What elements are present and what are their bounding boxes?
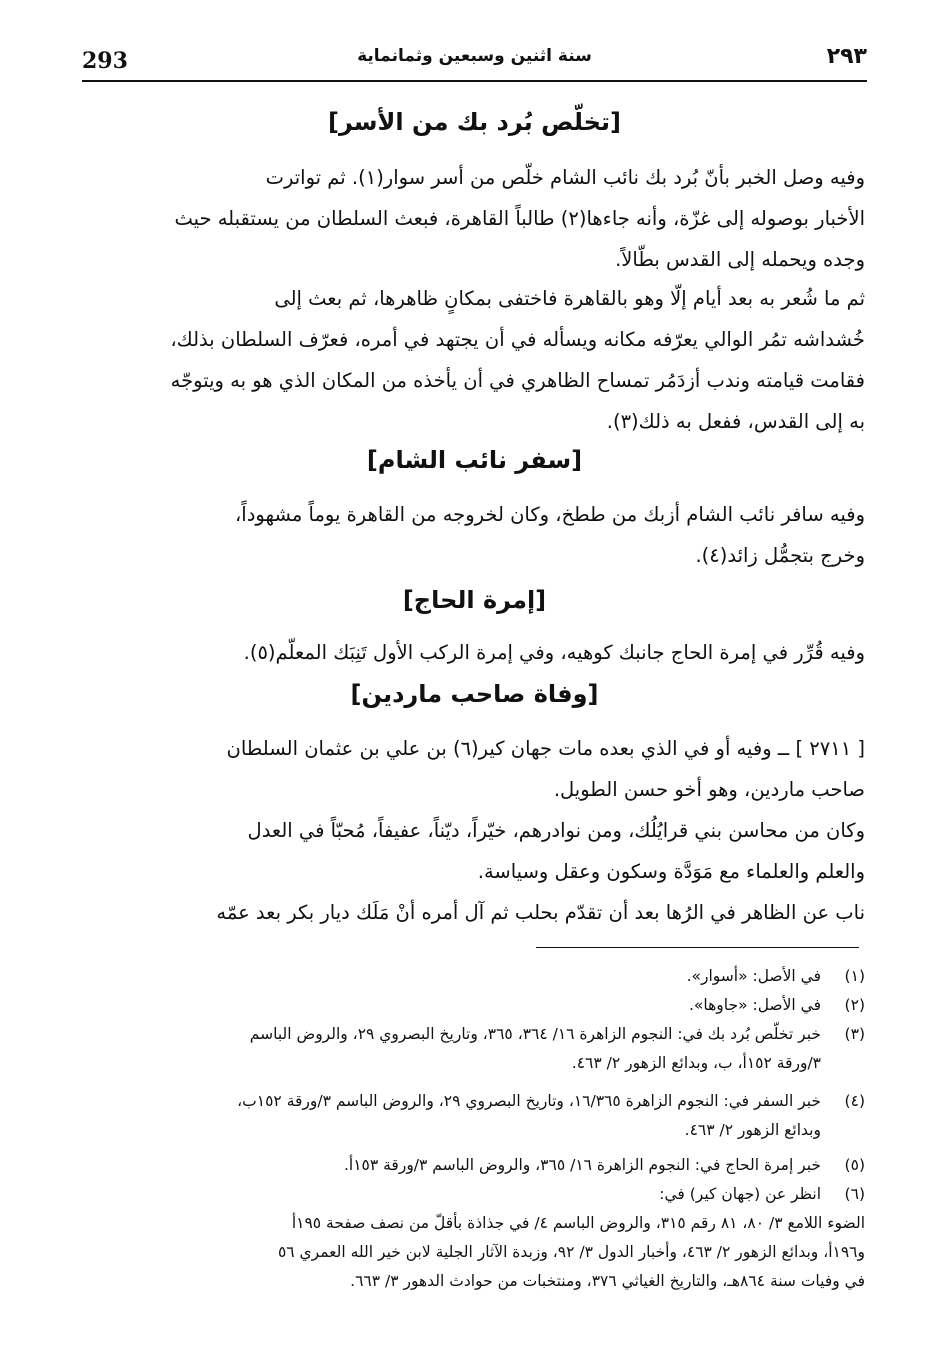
footnote xyxy=(80,1087,865,1145)
footnote-number: (١) xyxy=(844,967,865,985)
text-line: وفيه قُرِّر في إمرة الحاج جانبك كوهيه، وفي إمرة الركب الأول تَنِبَك المعلّم(٥). xyxy=(243,641,865,664)
text-line: ناب عن الظاهر في الرُها بعد أن تقدّم بحلب ثم آل أمره أنْ مَلَك ديار بكر بعد عمّه xyxy=(216,901,865,924)
footnote-number: (٣) xyxy=(844,1025,865,1043)
footnote-text: في وفيات سنة ٨٦٤هـ، والتاريخ الغياثي ٣٧٦، ومنتخبات من حوادث الدهور ٣/ ٦٦٣. xyxy=(350,1272,865,1290)
header-rule xyxy=(82,80,867,82)
footnote-text: انظر عن (جهان كير) في: xyxy=(659,1185,821,1203)
running-title: سنة اثنين وسبعين وثمانماية xyxy=(357,46,592,66)
text-line: [ ٢٧١١ ] ــ وفيه أو في الذي بعده مات جهان كير(٦) بن علي بن عثمان السلطان xyxy=(226,737,865,760)
text-line: وجده ويحمله إلى القدس بطّالاً. xyxy=(615,248,865,271)
text-line: به إلى القدس، ففعل به ذلك(٣). xyxy=(606,410,865,433)
footnote-number: (٢) xyxy=(844,996,865,1014)
section-heading: [تخلّص بُرد بك من الأسر] xyxy=(328,108,621,136)
text-line: وخرج بتجمُّل زائد(٤). xyxy=(695,544,865,567)
text-line: فقامت قيامته وندب أزدَمُر تمساح الظاهري في أن يأخذه من المكان الذي هو به ويتوجّه xyxy=(170,369,865,392)
page-number-arabic: ٢٩٣ xyxy=(826,44,867,69)
paragraph xyxy=(85,632,865,673)
footnote xyxy=(80,1151,865,1180)
paragraph xyxy=(85,892,865,933)
footnote-text: الضوء اللامع ٣/ ٨٠، ٨١ رقم ٣١٥، والروض الباسم ٤/ في جذاذة بأقلّ من نصف صفحة ١٩٥أ xyxy=(291,1214,865,1232)
paragraph xyxy=(85,278,865,442)
footnote-continuation xyxy=(80,1209,865,1296)
text-line: ثم ما شُعر به بعد أيام إلّا وهو بالقاهرة فاختفى بمكانٍ ظاهرها، ثم بعث إلى xyxy=(274,287,865,310)
text-line: والعلم والعلماء مع مَوَدَّة وسكون وعقل وسياسة. xyxy=(477,860,865,883)
paragraph xyxy=(85,728,865,810)
footnote-text: و١٩٦أ، وبدائع الزهور ٢/ ٤٦٣، وأخبار الدول ٣/ ٩٢، وزبدة الآثار الجلية لابن خير الله العمري ٥٦ xyxy=(277,1243,865,1261)
section-heading: [وفاة صاحب ماردين] xyxy=(350,680,599,708)
footnote xyxy=(80,991,865,1020)
paragraph xyxy=(85,494,865,576)
page-number-latin: 293 xyxy=(82,48,128,74)
footnote xyxy=(80,1180,865,1209)
text-line: الأخبار بوصوله إلى غزّة، وأنه جاءها(٢) طالباً القاهرة، فبعث السلطان من يستقبله حيث xyxy=(174,207,865,230)
footnote-text: في الأصل: «جاوها». xyxy=(688,996,821,1014)
paragraph xyxy=(85,810,865,892)
footnote xyxy=(80,1020,865,1078)
footnote xyxy=(80,962,865,991)
paragraph xyxy=(85,157,865,280)
footnote-text: وبدائع الزهور ٢/ ٤٦٣. xyxy=(684,1121,821,1139)
footnote-text: خبر السفر في: النجوم الزاهرة ١٦/٣٦٥، وتاريخ البصروي ٢٩، والروض الباسم ٣/ورقة ١٥٢ب، xyxy=(237,1092,821,1110)
text-line: وكان من محاسن بني قرايُلُك، ومن نوادرهم، خيّراً، ديّناً، عفيفاً، مُحبّاً في العدل xyxy=(247,819,865,842)
footnote-text: خبر إمرة الحاج في: النجوم الزاهرة ١٦/ ٣٦٥، والروض الباسم ٣/ورقة ١٥٣أ. xyxy=(343,1156,821,1174)
footnote-text: خبر تخلّص بُرد بك في: النجوم الزاهرة ١٦/ ٣٦٤، ٣٦٥، وتاريخ البصروي ٢٩، والروض الباسم xyxy=(249,1025,821,1043)
footnote-separator xyxy=(536,947,859,948)
text-line: صاحب ماردين، وهو أخو حسن الطويل. xyxy=(553,778,865,801)
footnote-text: في الأصل: «أسوار». xyxy=(686,967,821,985)
page-header xyxy=(82,38,867,78)
section-heading: [إمرة الحاج] xyxy=(402,586,547,614)
text-line: وفيه سافر نائب الشام أزبك من ططخ، وكان لخروجه من القاهرة يوماً مشهوداً، xyxy=(235,503,865,526)
footnote-number: (٥) xyxy=(844,1156,865,1174)
footnote-number: (٦) xyxy=(844,1185,865,1203)
text-line: وفيه وصل الخبر بأنّ بُرد بك نائب الشام خلّص من أسر سوار(١). ثم تواترت xyxy=(265,166,865,189)
text-line: خُشداشه تمُر الوالي يعرّفه مكانه ويسأله في أن يجتهد في أمره، فعرّف السلطان بذلك، xyxy=(170,328,865,351)
section-heading: [سفر نائب الشام] xyxy=(366,446,583,474)
footnote-number: (٤) xyxy=(844,1092,865,1110)
footnote-text: ٣/ورقة ١٥٢أ، ب، وبدائع الزهور ٢/ ٤٦٣. xyxy=(571,1054,821,1072)
